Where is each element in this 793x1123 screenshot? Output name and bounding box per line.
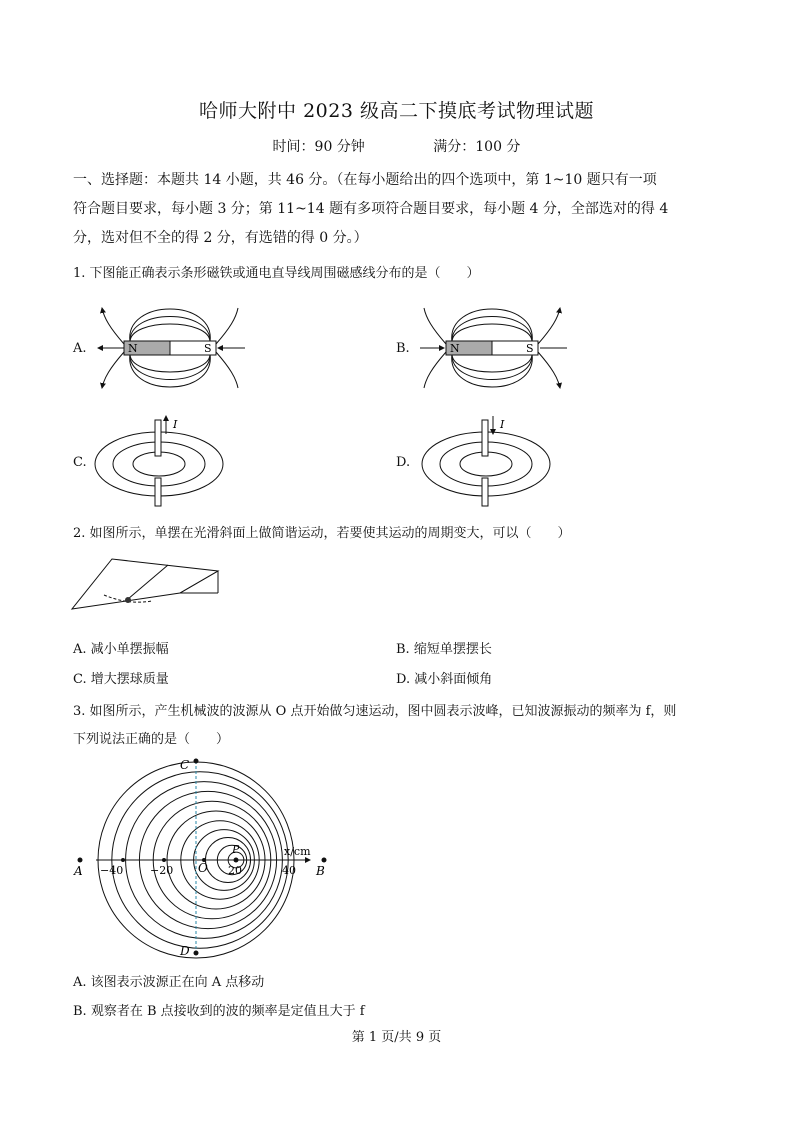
- exam-score: 满分：100 分: [433, 139, 521, 155]
- q3-axis-label: x/cm: [284, 845, 311, 858]
- q3-option-a: A. 该图表示波源正在向 A 点移动: [73, 975, 265, 990]
- q1-figure-c-wire: [93, 412, 243, 514]
- question-2-stem: 2. 如图所示，单摆在光滑斜面上做简谐运动，若要使其运动的周期变大，可以（ ）: [73, 526, 571, 541]
- q3-point-p: P: [232, 843, 240, 856]
- q1-figure-d-wire: [420, 412, 570, 514]
- q1d-current-label: I: [500, 418, 505, 431]
- q1-option-d-label: D.: [396, 455, 411, 470]
- question-3-stem-line-2: 下列说法正确的是（ ）: [73, 732, 230, 747]
- q1-figure-a-magnet: [90, 298, 250, 398]
- q1-option-c-label: C.: [73, 455, 87, 470]
- q3-point-b: B: [316, 864, 325, 878]
- q1a-n-pole: N: [128, 342, 138, 355]
- section-line-2: 符合题目要求，每小题 3 分；第 11~14 题有多项符合题目要求，每小题 4 分，全部选对的得 4: [73, 201, 669, 217]
- q3-point-d: D: [180, 944, 190, 958]
- exam-time: 时间：90 分钟: [272, 139, 365, 155]
- q1b-s-pole: S: [526, 342, 534, 355]
- question-1-stem: 1. 下图能正确表示条形磁铁或通电直导线周围磁感线分布的是（ ）: [73, 266, 480, 281]
- page-footer: 第 1 页/共 9 页: [351, 1030, 442, 1045]
- q2-option-c: C. 增大摆球质量: [73, 672, 169, 687]
- q3-point-a: A: [74, 864, 83, 878]
- exam-meta: [0, 136, 793, 156]
- section-line-3: 分，选对但不全的得 2 分，有选错的得 0 分。）: [73, 230, 368, 246]
- section-instructions: [73, 166, 723, 253]
- q1-option-a-label: A.: [73, 341, 87, 356]
- q3-tick-m40: −40: [100, 864, 124, 877]
- q2-option-d: D. 减小斜面倾角: [396, 672, 493, 687]
- q1b-n-pole: N: [450, 342, 460, 355]
- q3-origin: O: [198, 861, 208, 875]
- q1c-current-label: I: [173, 418, 178, 431]
- q2-figure-incline: [72, 553, 222, 613]
- page-title: 哈师大附中 2023 级高二下摸底考试物理试题: [199, 100, 594, 122]
- q2-option-a: A. 减小单摆振幅: [73, 642, 169, 657]
- q2-option-b: B. 缩短单摆摆长: [396, 642, 492, 657]
- q3-option-b: B. 观察者在 B 点接收到的波的频率是定值且大于 f: [73, 1004, 365, 1019]
- q3-tick-20: 20: [228, 864, 242, 877]
- q1a-s-pole: S: [204, 342, 212, 355]
- q3-tick-40: 40: [282, 864, 296, 877]
- q1-option-b-label: B.: [396, 341, 410, 356]
- question-3-stem-line-1: 3. 如图所示，产生机械波的波源从 O 点开始做匀速运动，图中圆表示波峰，已知波源振动的频率为 f，则: [73, 704, 677, 719]
- q3-tick-m20: −20: [150, 864, 174, 877]
- q3-point-c: C: [180, 758, 190, 772]
- q1-figure-b-magnet: [412, 298, 572, 398]
- section-line-1: 一、选择题：本题共 14 小题，共 46 分。（在每小题给出的四个选项中，第 1~10 题只有一项: [73, 172, 657, 188]
- q3-figure-waves: [70, 755, 340, 965]
